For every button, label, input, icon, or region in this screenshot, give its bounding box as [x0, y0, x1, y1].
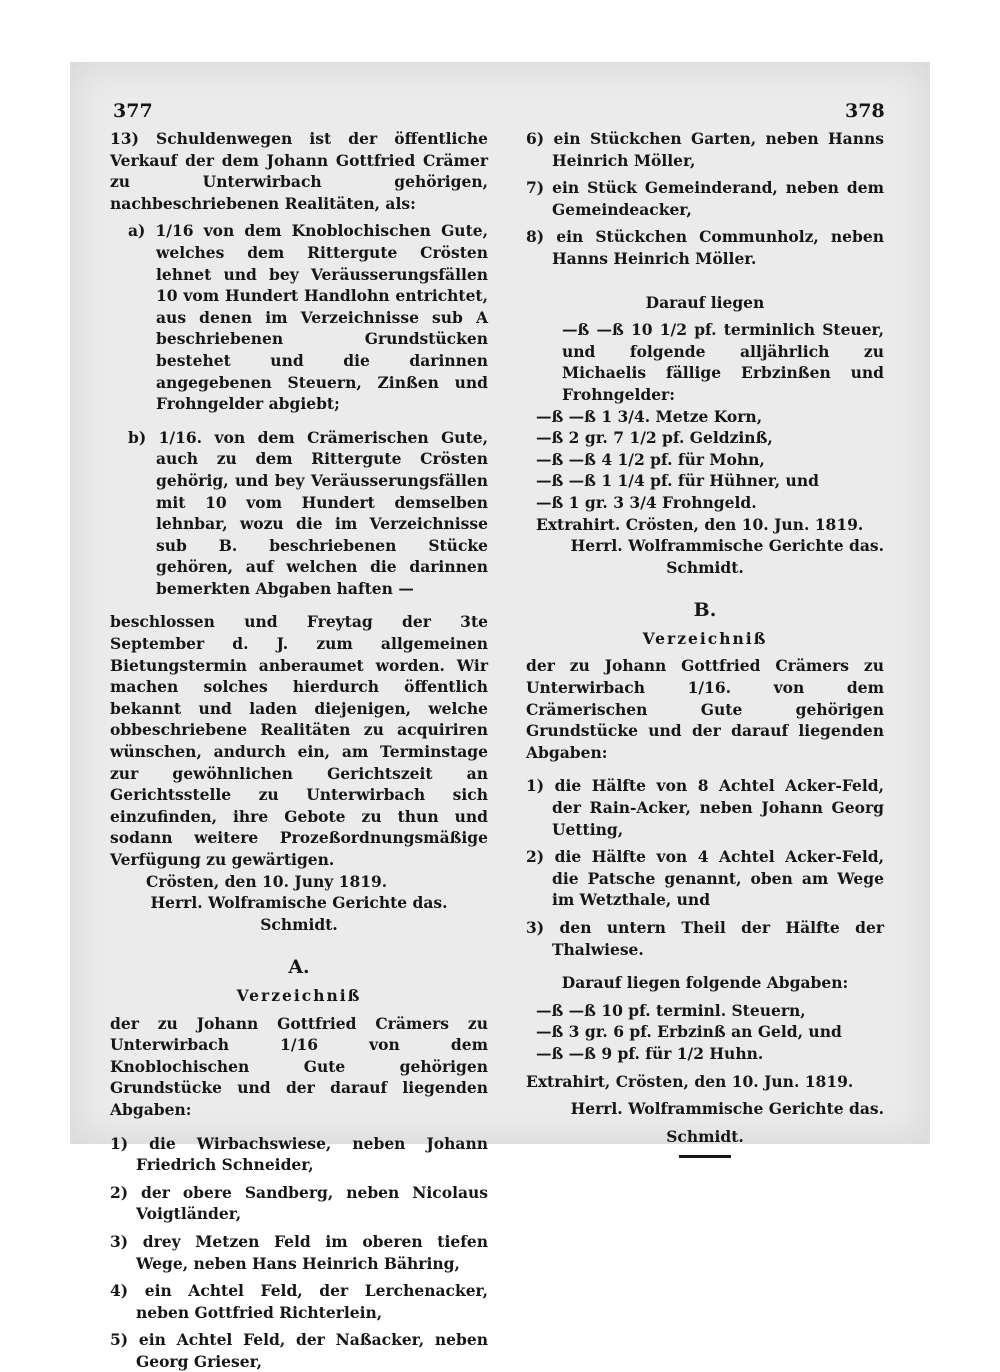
- list-item: 4) ein Achtel Feld, der Lerchenacker, neben Gottfried Richterlein,: [110, 1281, 488, 1322]
- section-desc-b: der zu Johann Gottfried Crämers zu Unterwirbach 1/16. von dem Crämerischen Gute gehörigen Grundstücke und der darauf liegenden Abgaben:: [526, 656, 884, 762]
- list-item: 3) den untern Theil der Hälfte der Thalwiese.: [526, 918, 884, 959]
- darauf-liegen-b: Darauf liegen folgende Abgaben:: [561, 973, 849, 993]
- signature-b: Schmidt.: [666, 1126, 744, 1146]
- court-name: Herrl. Wolframische Gerichte das.: [150, 893, 448, 913]
- tax-line: —ß —ß 1 1/4 pf. für Hühner, und: [536, 471, 819, 491]
- tax-line: —ß —ß 10 1/2 pf. terminlich Steuer, und folgende alljährlich zu Michaelis fällige Erbzinßen und Frohngelder:: [562, 320, 884, 404]
- list-item: 6) ein Stückchen Garten, neben Hanns Heinrich Möller,: [526, 129, 884, 170]
- auction-intro: 13) Schuldenwegen ist der öffentliche Verkauf der dem Johann Gottfried Crämer zu Unterwirbach gehörigen, nachbeschriebenen Realitäten, als:: [110, 129, 488, 213]
- tax-line: —ß —ß 4 1/2 pf. für Mohn,: [536, 449, 765, 469]
- page-number-left: 377: [113, 100, 153, 122]
- section-letter-a: A.: [288, 956, 310, 979]
- end-rule: [679, 1155, 731, 1158]
- section-title-b: Verzeichniß: [642, 628, 768, 648]
- court-name-b: Herrl. Wolframmische Gerichte das.: [570, 1099, 884, 1119]
- place-date: Crösten, den 10. Juny 1819.: [146, 871, 388, 891]
- list-item: 7) ein Stück Gemeinderand, neben dem Gemeindeacker,: [526, 178, 884, 219]
- section-letter-b: B.: [693, 599, 717, 622]
- item-b: b) 1/16. von dem Crämerischen Gute, auch zu dem Rittergute Crösten gehörig, und bey Veräusserungsfällen mit 10 vom Hundert demselben lehnbar, wozu die im Verzeichnisse sub B. beschriebenen Stücke gehören, auf welchen die darinnen bemerkten Abgaben haften —: [128, 427, 488, 598]
- list-item: 2) der obere Sandberg, neben Nicolaus Voigtländer,: [110, 1182, 488, 1224]
- tax-line: —ß —ß 1 3/4. Metze Korn,: [536, 406, 763, 426]
- right-column: [526, 128, 884, 1158]
- list-item: 1) die Wirbachswiese, neben Johann Friedrich Schneider,: [110, 1133, 488, 1175]
- list-item: 1) die Hälfte von 8 Achtel Acker-Feld, der Rain-Acker, neben Johann Georg Uetting,: [526, 776, 884, 839]
- signature: Schmidt.: [260, 914, 338, 934]
- tax-line: —ß 3 gr. 6 pf. Erbzinß an Geld, und: [536, 1022, 842, 1042]
- resolution-text: beschlossen und Freytag der 3te September d. J. zum allgemeinen Bietungstermin anberaumet worden. Wir machen solches hierdurch öffentlich bekannt und laden diejenigen, welche obbeschriebene Realitäten zu acquiriren wünschen, andurch ein, am Terminstage zur gewöhnlichen Gerichtszeit an Gerichtsstelle zu Unterwirbach sich einzufinden, ihre Gebote zu thun und sodann weitere Prozeßordnungsmäßige Verfügung zu gewärtigen.: [110, 612, 488, 869]
- list-item: 3) drey Metzen Feld im oberen tiefen Wege, neben Hans Heinrich Bähring,: [110, 1231, 488, 1273]
- tax-line: —ß —ß 10 pf. terminl. Steuern,: [536, 1000, 806, 1020]
- page-number-right: 378: [845, 100, 885, 122]
- extract-date-a: Extrahirt. Crösten, den 10. Jun. 1819.: [536, 514, 864, 534]
- tax-line: —ß 2 gr. 7 1/2 pf. Geldzinß,: [536, 428, 773, 448]
- darauf-liegen-a: Darauf liegen: [645, 292, 765, 312]
- section-title-a: Verzeichniß: [236, 985, 362, 1005]
- tax-line: —ß —ß 9 pf. für 1/2 Huhn.: [536, 1043, 764, 1063]
- list-item: 5) ein Achtel Feld, der Naßacker, neben Georg Grieser,: [110, 1330, 488, 1371]
- left-column: [110, 128, 488, 1372]
- court-name-a: Herrl. Wolframmische Gerichte das.: [570, 536, 884, 556]
- item-a: a) 1/16 von dem Knoblochischen Gute, welches dem Rittergute Crösten lehnet und bey Veräusserungsfällen 10 vom Hundert Handlohn entrichtet, aus denen im Verzeichnisse sub A beschriebenen Grundstücken bestehet und die darinnen angegebenen Steuern, Zinßen und Frohngelder abgiebt;: [128, 221, 488, 414]
- extract-date-b: Extrahirt, Crösten, den 10. Jun. 1819.: [526, 1071, 854, 1091]
- list-item: 2) die Hälfte von 4 Achtel Acker-Feld, die Patsche genannt, oben am Wege im Wetzthale, und: [526, 847, 884, 910]
- tax-line: —ß 1 gr. 3 3/4 Frohngeld.: [536, 492, 757, 512]
- list-item: 8) ein Stückchen Communholz, neben Hanns Heinrich Möller.: [526, 227, 884, 268]
- section-desc-a: der zu Johann Gottfried Crämers zu Unterwirbach 1/16 von dem Knoblochischen Gute gehörigen Grundstücke und der darauf liegenden Abgaben:: [110, 1013, 488, 1119]
- signature-a: Schmidt.: [666, 557, 744, 577]
